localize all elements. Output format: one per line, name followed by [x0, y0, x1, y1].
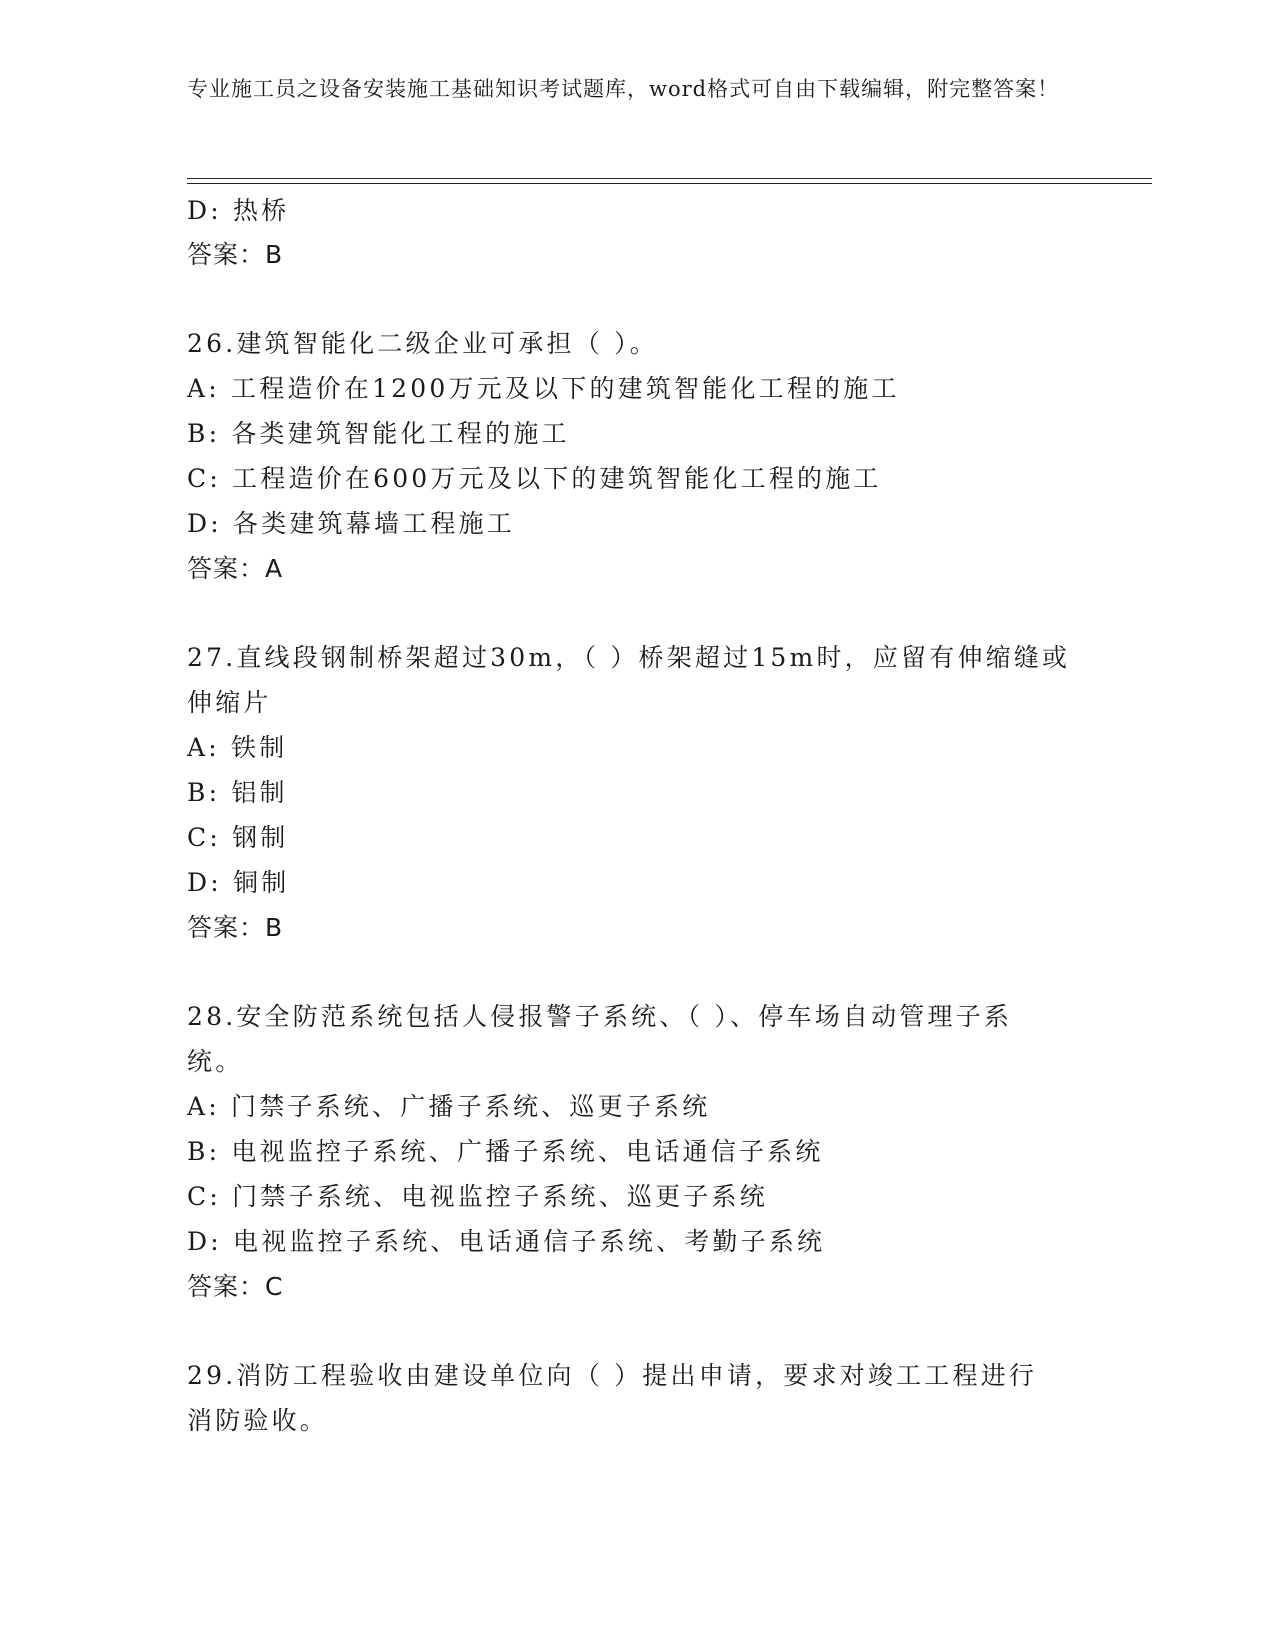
q28-option-b: B: 电视监控子系统、广播子系统、电话通信子系统: [187, 1137, 824, 1166]
q27-stem-line1: 27.直线段钢制桥架超过30m，（ ）桥架超过15m时，应留有伸缩缝或: [187, 643, 1071, 672]
header-divider-bottom: [187, 183, 1152, 184]
q26-option-a: A: 工程造价在1200万元及以下的建筑智能化工程的施工: [187, 374, 900, 403]
q26-stem: 26.建筑智能化二级企业可承担（ ）。: [187, 329, 659, 358]
q26-option-d: D: 各类建筑幕墙工程施工: [187, 509, 516, 538]
prev-answer: 答案：B: [187, 240, 284, 269]
q28-option-a: A: 门禁子系统、广播子系统、巡更子系统: [187, 1092, 711, 1121]
q29-stem-line1: 29.消防工程验收由建设单位向（ ）提出申请，要求对竣工工程进行: [187, 1361, 1038, 1390]
document-header: 专业施工员之设备安装施工基础知识考试题库，word格式可自由下载编辑，附完整答案！: [187, 77, 1060, 101]
q28-answer: 答案：C: [187, 1272, 284, 1301]
q26-option-c: C: 工程造价在600万元及以下的建筑智能化工程的施工: [187, 464, 882, 493]
q27-option-c: C: 钢制: [187, 823, 289, 852]
prev-option-d: D: 热桥: [187, 196, 290, 225]
q28-option-c: C: 门禁子系统、电视监控子系统、巡更子系统: [187, 1182, 768, 1211]
q27-option-d: D: 铜制: [187, 868, 290, 897]
q27-option-a: A: 铁制: [187, 733, 288, 762]
q28-stem-line1: 28.安全防范系统包括人侵报警子系统、（ ）、停车场自动管理子系: [187, 1002, 1013, 1031]
q26-option-b: B: 各类建筑智能化工程的施工: [187, 419, 570, 448]
q28-option-d: D: 电视监控子系统、电话通信子系统、考勤子系统: [187, 1227, 826, 1256]
header-divider-top: [187, 178, 1152, 179]
q27-option-b: B: 铝制: [187, 778, 288, 807]
q28-stem-line2: 统。: [187, 1047, 244, 1076]
q27-stem-line2: 伸缩片: [187, 688, 272, 717]
q27-answer: 答案：B: [187, 913, 284, 942]
q26-answer: 答案：A: [187, 554, 284, 583]
q29-stem-line2: 消防验收。: [187, 1406, 329, 1435]
